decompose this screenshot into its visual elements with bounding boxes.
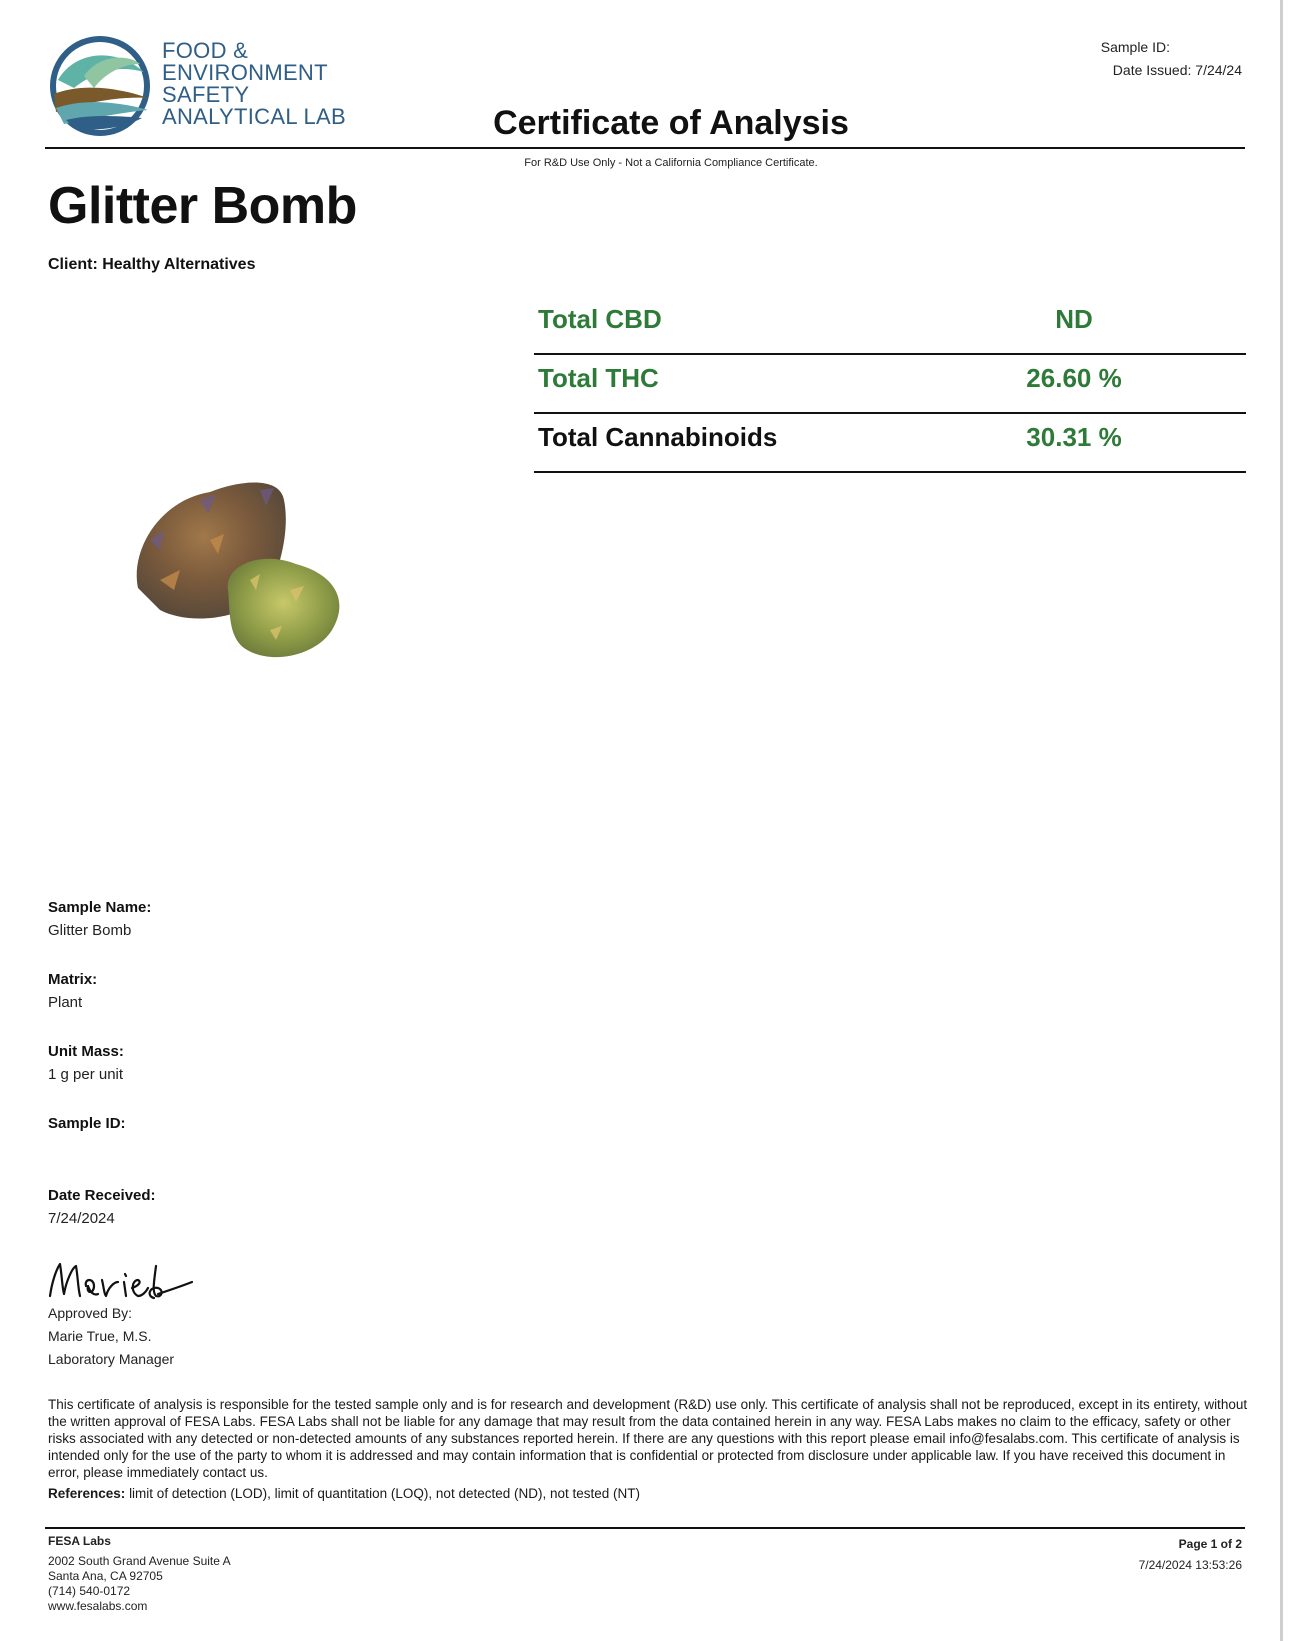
phone-number: (714) 540-0172 (48, 1584, 131, 1598)
footer-timestamp: 7/24/2024 13:53:26 (1138, 1558, 1242, 1572)
address-line: Santa Ana, CA 92705 (48, 1569, 163, 1583)
detail-matrix (48, 970, 448, 1042)
cannabinoid-summary (534, 296, 1246, 473)
lab-name-line: SAFETY (162, 82, 250, 107)
detail-value: 7/24/2024 (48, 1210, 115, 1227)
detail-sample-name (48, 898, 448, 970)
address-line: 2002 South Grand Avenue Suite A (48, 1554, 231, 1568)
compliance-disclaimer: For R&D Use Only - Not a California Compliance Certificate. (524, 157, 818, 169)
summary-row-thc (534, 355, 1246, 414)
references-text: limit of detection (LOD), limit of quantitation (LOQ), not detected (ND), not tested (NT) (129, 1486, 641, 1501)
product-name: Glitter Bomb (48, 177, 357, 235)
summary-label: Total THC (538, 363, 659, 393)
detail-key: Unit Mass: (48, 1043, 124, 1060)
footer-divider (45, 1527, 1245, 1529)
approved-by-label: Approved By: (48, 1305, 133, 1321)
summary-label: Total Cannabinoids (538, 422, 778, 452)
summary-value: 30.31 % (1026, 422, 1122, 452)
approver-name: Marie True, M.S. (48, 1328, 152, 1344)
summary-value: ND (1055, 304, 1093, 334)
footer-company: FESA Labs (48, 1534, 111, 1548)
sample-id-label: Sample ID: (1100, 39, 1170, 55)
lab-name-line: FOOD & (162, 38, 249, 63)
detail-key: Matrix: (48, 971, 98, 988)
summary-value: 26.60 % (1026, 363, 1122, 393)
summary-row-cbd (534, 296, 1246, 355)
detail-unit-mass (48, 1042, 448, 1114)
client-name: Client: Healthy Alternatives (48, 256, 256, 273)
detail-key: Sample Name: (48, 899, 152, 916)
signature (46, 1252, 196, 1304)
detail-value: 1 g per unit (48, 1066, 124, 1083)
summary-label: Total CBD (538, 304, 662, 334)
approval-block (48, 1302, 174, 1371)
header-divider (45, 147, 1245, 149)
references-label: References: (48, 1486, 126, 1501)
sample-details (48, 898, 448, 1258)
footer-address (48, 1534, 231, 1614)
detail-key: Date Received: (48, 1187, 156, 1204)
website-link[interactable]: www.fesalabs.com (48, 1599, 148, 1613)
legal-disclaimer: This certificate of analysis is responsible for the tested sample only and is for research and development (R&D) use only. This certificate of analysis shall not be reproduced, except in its entirety, without the written approval of FESA Labs. FESA Labs shall not be liable for any damage that may result from the data contained herein in any way. FESA Labs makes no claim to the efficacy, safety or other risks associated with any detected or non-detected amounts of any substances reported herein. If there are any questions with this report please email info@fesalabs.com. This certificate of analysis is intended only for the use of the party to whom it is addressed and may contain information that is confidential or protected from disclosure under applicable law. If you have received this document in error, please immediately contact us. (48, 1397, 1248, 1480)
document-title: Certificate of Analysis (493, 104, 849, 142)
approver-role: Laboratory Manager (48, 1351, 175, 1367)
lab-name-line: ANALYTICAL LAB (162, 104, 346, 129)
detail-value: Glitter Bomb (48, 922, 132, 939)
cannabis-flower-photo (120, 470, 360, 690)
page-edge (1280, 0, 1283, 1641)
page-number: Page 1 of 2 (1178, 1537, 1242, 1551)
lab-name-line: ENVIRONMENT (162, 60, 328, 85)
detail-value: Plant (48, 994, 83, 1011)
detail-key: Sample ID: (48, 1115, 126, 1132)
footer-page-info (1139, 1534, 1242, 1576)
summary-row-total (534, 414, 1246, 473)
detail-date-received (48, 1186, 448, 1258)
detail-sample-id (48, 1114, 448, 1186)
date-issued: Date Issued: 7/24/24 (1112, 62, 1242, 78)
header-meta (1101, 36, 1242, 82)
references (48, 1486, 1248, 1501)
